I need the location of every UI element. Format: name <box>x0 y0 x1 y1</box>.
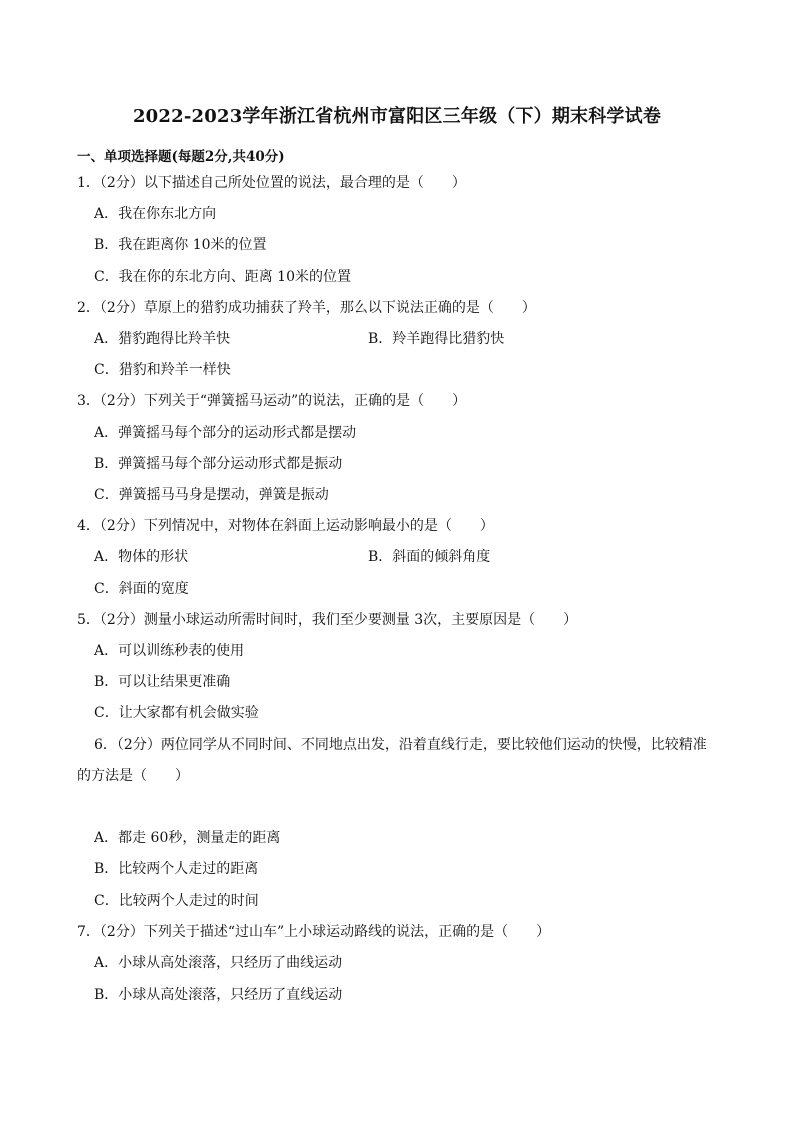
question-stem-continued: 的方法是（ ） <box>77 768 189 784</box>
question-stem: 3．（2分）下列关于“弹簧摇马运动”的说法，正确的是（ ） <box>77 393 467 409</box>
option-b: B．比较两个人走过的距离 <box>94 861 259 877</box>
question-stem: 5．（2分）测量小球运动所需时间时，我们至少要测量 3次，主要原因是（ ） <box>77 612 578 628</box>
option-b: B．小球从高处滚落，只经历了直线运动 <box>94 987 343 1003</box>
option-c: C．比较两个人走过的时间 <box>94 893 259 909</box>
option-a: A．弹簧摇马每个部分的运动形式都是摆动 <box>94 425 357 441</box>
option-a: A．我在你东北方向 <box>94 206 217 222</box>
question-stem: 1．（2分）以下描述自己所处位置的说法，最合理的是（ ） <box>77 175 466 191</box>
page-title: 2022-2023学年浙江省杭州市富阳区三年级（下）期末科学试卷 <box>132 106 662 127</box>
option-c: C．斜面的宽度 <box>94 581 189 597</box>
question-stem: 2．（2分）草原上的猎豹成功捕获了羚羊，那么以下说法正确的是（ ） <box>77 300 536 316</box>
option-c: C．弹簧摇马马身是摆动，弹簧是振动 <box>94 487 329 503</box>
option-b: B．可以让结果更准确 <box>94 674 231 690</box>
option-a: A．可以训练秒表的使用 <box>94 643 245 659</box>
question-stem: 7．（2分）下列关于描述“过山车”上小球运动路线的说法，正确的是（ ） <box>77 924 551 940</box>
option-b: B．我在距离你 10米的位置 <box>94 237 267 253</box>
option-c: C．我在你的东北方向、距离 10米的位置 <box>94 269 351 285</box>
option-a: A．都走 60秒，测量走的距离 <box>94 830 281 846</box>
question-stem: 4．（2分）下列情况中，对物体在斜面上运动影响最小的是（ ） <box>77 518 494 534</box>
option-a: A．小球从高处滚落，只经历了曲线运动 <box>94 955 343 971</box>
option-c: C．让大家都有机会做实验 <box>94 705 259 721</box>
option-a: A．猎豹跑得比羚羊快 <box>94 331 231 347</box>
option-a: A．物体的形状 <box>94 549 189 565</box>
question-stem: 6．（2分）两位同学从不同时间、不同地点出发，沿着直线行走，要比较他们运动的快慢，比较精准 <box>94 737 707 753</box>
option-b: B．羚羊跑得比猎豹快 <box>368 331 505 347</box>
option-b: B．斜面的倾斜角度 <box>368 549 491 565</box>
option-c: C．猎豹和羚羊一样快 <box>94 362 231 378</box>
option-b: B．弹簧摇马每个部分运动形式都是振动 <box>94 456 343 472</box>
section-heading: 一、单项选择题(每题2分,共40分) <box>77 149 285 165</box>
